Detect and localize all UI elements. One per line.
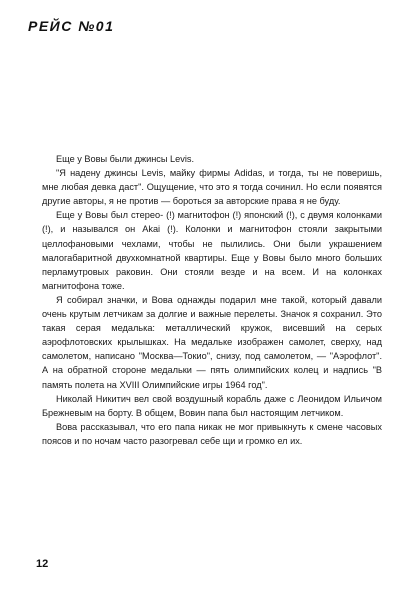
paragraph: Вова рассказывал, что его папа никак не мог привыкнуть к смене часовых поясов и по ночам часто разогревал себе щи и громко ел их. (42, 421, 382, 446)
page-number: 12 (36, 558, 49, 570)
paragraph: Я собирал значки, и Вова однажды подарил мне такой, который давали очень крутым летчикам за долгие и важные перелеты. Значок я сохранил. Это такая серая медалька: металлический кружок, висевший на серых аэрофлотовских крылышках. На медальке изображен самолет, сверху, над самолетом, написано "Москва—Токио", снизу, под самолетом, — "Аэрофлот". А на обратной стороне медальки — пять олимпийских колец и надпись "В память полета на XVIII Олимпийские игры 1964 год". (42, 294, 382, 390)
paragraph: "Я надену джинсы Levis, майку фирмы Adidas, и тогда, ты не поверишь, мне любая девка даст". Ощущение, что это я тогда сочинил. Но если появятся другие авторы, я не против — бороться за авторские права я не буду. (42, 168, 382, 207)
paragraph: Николай Никитич вел свой воздушный корабль даже с Леонидом Ильичом Брежневым на борту. В общем, Вовин папа был настоящим летчиком. (42, 393, 382, 418)
running-head: РЕЙС №01 (28, 18, 115, 34)
body-text (42, 152, 382, 448)
paragraph: Еще у Вовы был стерео- (!) магнитофон (!) японский (!), с двумя колонками (!), и назывался он Akai (!). Колонки и магнитофон стояли закрытыми целлофановыми чехлами, чтобы не пылились. Они были украшением малогабаритной двухкомнатной квартиры. Еще у Вовы было много больших перламутровых раковин. Они стояли везде и на всем. И на колонках магнитофона тоже. (42, 210, 382, 291)
paragraph: Еще у Вовы были джинсы Levis. (56, 154, 195, 164)
